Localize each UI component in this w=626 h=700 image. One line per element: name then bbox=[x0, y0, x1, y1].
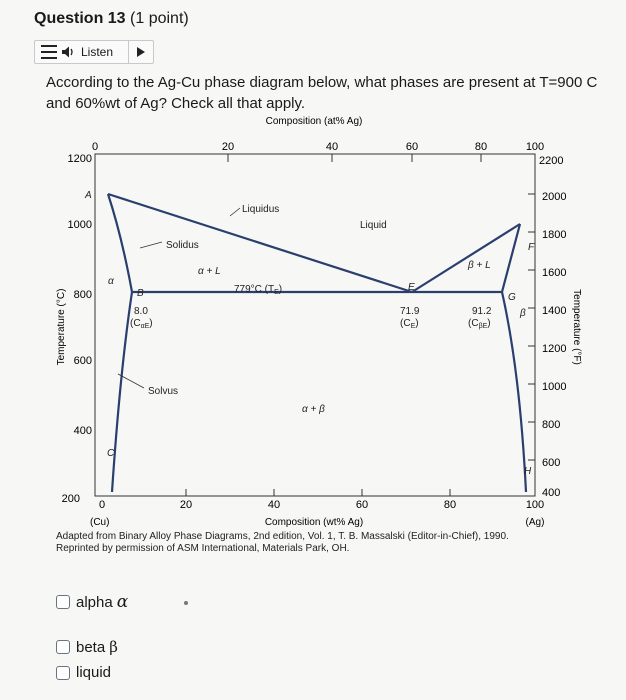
bottom-tick: 40 bbox=[267, 499, 281, 511]
right-tick: 800 bbox=[542, 419, 561, 431]
question-title bbox=[34, 10, 189, 28]
beta-checkbox[interactable] bbox=[56, 640, 70, 654]
caption-line-2: Reprinted by permission of ASM International, Materials Park, OH. bbox=[56, 543, 350, 554]
label-eutectic-temp: 779°C $(T_E)$ bbox=[234, 284, 283, 296]
option-beta[interactable] bbox=[56, 638, 118, 656]
option-beta-symbol: β bbox=[109, 638, 118, 656]
question-prompt: According to the Ag-Cu phase diagram below, what phases are present at T=900 C and 60%wt of Ag? Check all that apply. bbox=[46, 74, 598, 112]
stray-dot bbox=[184, 601, 188, 605]
label-f: F bbox=[528, 242, 535, 253]
left-tick: 800 bbox=[73, 289, 92, 301]
top-tick: 20 bbox=[221, 141, 235, 153]
ag-label: (Ag) bbox=[525, 517, 545, 528]
label-ce-value: 71.9 bbox=[400, 306, 420, 317]
right-tick: 400 bbox=[542, 487, 561, 499]
left-tick: 1000 bbox=[67, 219, 92, 231]
right-tick: 1200 bbox=[542, 343, 567, 355]
figure-caption bbox=[56, 531, 616, 555]
play-icon[interactable] bbox=[129, 41, 153, 63]
label-liquidus: Liquidus bbox=[242, 204, 280, 215]
right-tick: 1800 bbox=[542, 229, 567, 241]
label-cb: $(C_{\alpha E})$ bbox=[130, 318, 153, 330]
option-alpha[interactable] bbox=[56, 592, 128, 612]
label-c: C bbox=[107, 448, 115, 459]
label-solidus: Solidus bbox=[166, 240, 199, 251]
bottom-tick: 20 bbox=[179, 499, 193, 511]
label-cbe: $(C_{\beta E})$ bbox=[468, 318, 491, 330]
solvus-left bbox=[112, 292, 132, 492]
phase-diagram bbox=[50, 112, 580, 532]
left-tick: 600 bbox=[73, 355, 92, 367]
cu-label: (Cu) bbox=[90, 517, 110, 528]
solvus-right bbox=[502, 292, 526, 492]
right-tick: 2200 bbox=[539, 155, 564, 167]
option-alpha-label[interactable]: alpha bbox=[76, 593, 113, 611]
label-alpha-plus-beta: α + β bbox=[302, 404, 325, 415]
top-tick: 100 bbox=[525, 141, 545, 153]
left-tick: 1200 bbox=[67, 153, 92, 165]
label-liquid: Liquid bbox=[360, 220, 387, 231]
label-h: H bbox=[524, 466, 532, 477]
bottom-tick: 100 bbox=[525, 499, 545, 511]
caption-line-1: Adapted from Binary Alloy Phase Diagrams, 2nd edition, Vol. 1, T. B. Massalski (Editor-in-Chief), 1990. bbox=[56, 531, 509, 542]
label-ce: $(C_E)$ bbox=[400, 318, 419, 330]
label-beta: β bbox=[520, 308, 526, 319]
right-tick: 1000 bbox=[542, 381, 567, 393]
label-cb-value: 8.0 bbox=[134, 306, 148, 317]
label-alpha: α bbox=[108, 276, 114, 287]
top-tick: 80 bbox=[474, 141, 488, 153]
bottom-ticks bbox=[99, 499, 544, 511]
right-tick: 1600 bbox=[542, 267, 567, 279]
bottom-axis-label: Composition (wt% Ag) bbox=[264, 517, 364, 528]
question-number: Question 13 bbox=[34, 10, 126, 27]
bottom-tick: 80 bbox=[443, 499, 457, 511]
listen-toolbar bbox=[34, 40, 154, 64]
label-alpha-plus-l: α + L bbox=[198, 266, 221, 277]
top-ticks bbox=[92, 141, 544, 153]
bottom-tick: 60 bbox=[355, 499, 369, 511]
right-ticks bbox=[539, 155, 566, 499]
label-g: G bbox=[508, 292, 516, 303]
speaker-icon[interactable] bbox=[61, 45, 77, 59]
bottom-tick: 0 bbox=[98, 499, 106, 511]
left-tick: 200 bbox=[61, 493, 80, 505]
phase-boundaries bbox=[108, 194, 526, 492]
top-tick: 0 bbox=[91, 141, 99, 153]
right-tick: 2000 bbox=[542, 191, 567, 203]
left-tick: 400 bbox=[73, 425, 92, 437]
top-axis-label: Composition (at% Ag) bbox=[265, 116, 363, 127]
option-alpha-symbol: α bbox=[116, 592, 129, 612]
right-tick: 1400 bbox=[542, 305, 567, 317]
label-e: E bbox=[408, 282, 415, 293]
label-beta-plus-l: β + L bbox=[468, 260, 491, 271]
menu-icon[interactable] bbox=[41, 45, 57, 59]
option-liquid-label[interactable]: liquid bbox=[76, 664, 112, 681]
listen-label[interactable]: Listen bbox=[81, 45, 114, 59]
top-tick: 60 bbox=[405, 141, 419, 153]
option-liquid[interactable] bbox=[56, 664, 111, 681]
right-tick: 600 bbox=[542, 457, 561, 469]
top-tick: 40 bbox=[325, 141, 339, 153]
label-cbe-value: 91.2 bbox=[472, 306, 492, 317]
left-axis-label: Temperature (°C) bbox=[56, 288, 67, 366]
option-beta-label[interactable]: beta bbox=[76, 638, 106, 656]
label-a: A bbox=[85, 190, 92, 201]
label-b: B bbox=[137, 288, 144, 299]
alpha-checkbox[interactable] bbox=[56, 595, 70, 609]
right-axis-label: Temperature (°F) bbox=[571, 289, 582, 365]
liquid-checkbox[interactable] bbox=[56, 666, 70, 680]
label-solvus: Solvus bbox=[148, 386, 179, 397]
question-points: (1 point) bbox=[130, 10, 189, 27]
